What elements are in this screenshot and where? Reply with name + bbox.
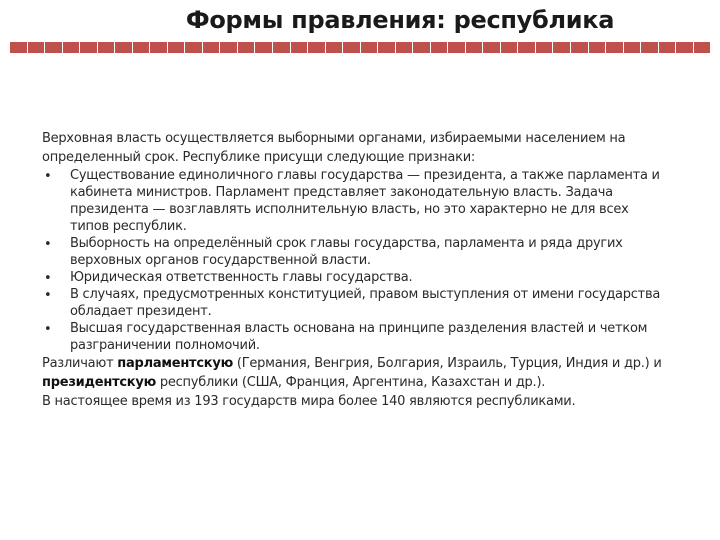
rule-segment (98, 42, 116, 53)
closing-examples-2: республики (США, Франция, Аргентина, Казахстан и др.). (156, 375, 546, 390)
rule-segment (343, 42, 361, 53)
rule-segment (378, 42, 396, 53)
rule-segment (115, 42, 133, 53)
intro-text (42, 129, 662, 167)
rule-segment (413, 42, 431, 53)
rule-segment (624, 42, 642, 53)
bullet-text: Юридическая ответственность главы государства. (70, 270, 413, 285)
rule-segment (589, 42, 607, 53)
rule-segment (641, 42, 659, 53)
rule-segment (448, 42, 466, 53)
rule-segment (150, 42, 168, 53)
rule-segment (431, 42, 449, 53)
slide-body (42, 129, 682, 411)
rule-segment (518, 42, 536, 53)
title-divider (10, 42, 710, 53)
bullet-icon: • (44, 271, 52, 286)
rule-segment (396, 42, 414, 53)
rule-segment (694, 42, 711, 53)
rule-segment (45, 42, 63, 53)
closing-line-3: В настоящее время из 193 государств мира более 140 являются республиками. (42, 394, 576, 409)
rule-segment (203, 42, 221, 53)
rule-segment (501, 42, 519, 53)
closing-prefix: Различают (42, 356, 118, 371)
bullet-item (42, 269, 682, 286)
rule-segment (80, 42, 98, 53)
bullet-text: В случаях, предусмотренных конституцией, правом выступления от имени государства обладает президент. (70, 287, 661, 319)
rule-segment (185, 42, 203, 53)
bullet-icon: • (44, 237, 52, 252)
rule-segment (606, 42, 624, 53)
page-title: Формы правления: республика (185, 6, 615, 34)
rule-segment (273, 42, 291, 53)
rule-segment (10, 42, 28, 53)
rule-segment (63, 42, 81, 53)
rule-segment (291, 42, 309, 53)
closing-examples-1: (Германия, Венгрия, Болгария, Израиль, Турция, Индия и др.) и (233, 356, 662, 371)
term-parliamentary: парламентскую (117, 356, 233, 371)
bullet-text: Выборность на определённый срок главы государства, парламента и ряда других верховных органов государственной власти. (70, 236, 623, 268)
rule-segment (238, 42, 256, 53)
bullet-item (42, 167, 682, 235)
bullet-text: Существование единоличного главы государства — президента, а также парламента и кабинета министров. Парламент представляет законодательную власть. Задача президента — возглавлять исполнительную власть, но это характерно не для всех типов республик. (70, 168, 660, 234)
rule-segment (255, 42, 273, 53)
rule-segment (676, 42, 694, 53)
rule-segment (361, 42, 379, 53)
bullet-item (42, 235, 682, 269)
closing-line-2 (42, 373, 682, 392)
rule-segment (571, 42, 589, 53)
rule-segment (168, 42, 186, 53)
bullet-item (42, 320, 682, 354)
intro-line: Верховная власть осуществляется выборными органами, избираемыми населением на определенный срок. Республике присущи следующие признаки: (42, 131, 626, 165)
rule-segment (326, 42, 344, 53)
bullet-icon: • (44, 322, 52, 337)
bullet-icon: • (44, 169, 52, 184)
rule-segment (28, 42, 46, 53)
rule-segment (483, 42, 501, 53)
term-presidential: президентскую (42, 375, 156, 390)
rule-segment (220, 42, 238, 53)
bullet-item (42, 286, 682, 320)
rule-segment (659, 42, 677, 53)
rule-segment (536, 42, 554, 53)
rule-segment (133, 42, 151, 53)
rule-segment (308, 42, 326, 53)
closing-line-1 (42, 354, 682, 373)
bullet-icon: • (44, 288, 52, 303)
rule-segment (553, 42, 571, 53)
rule-segment (466, 42, 484, 53)
bullet-text: Высшая государственная власть основана на принципе разделения властей и четком разграничении полномочий. (70, 321, 648, 353)
